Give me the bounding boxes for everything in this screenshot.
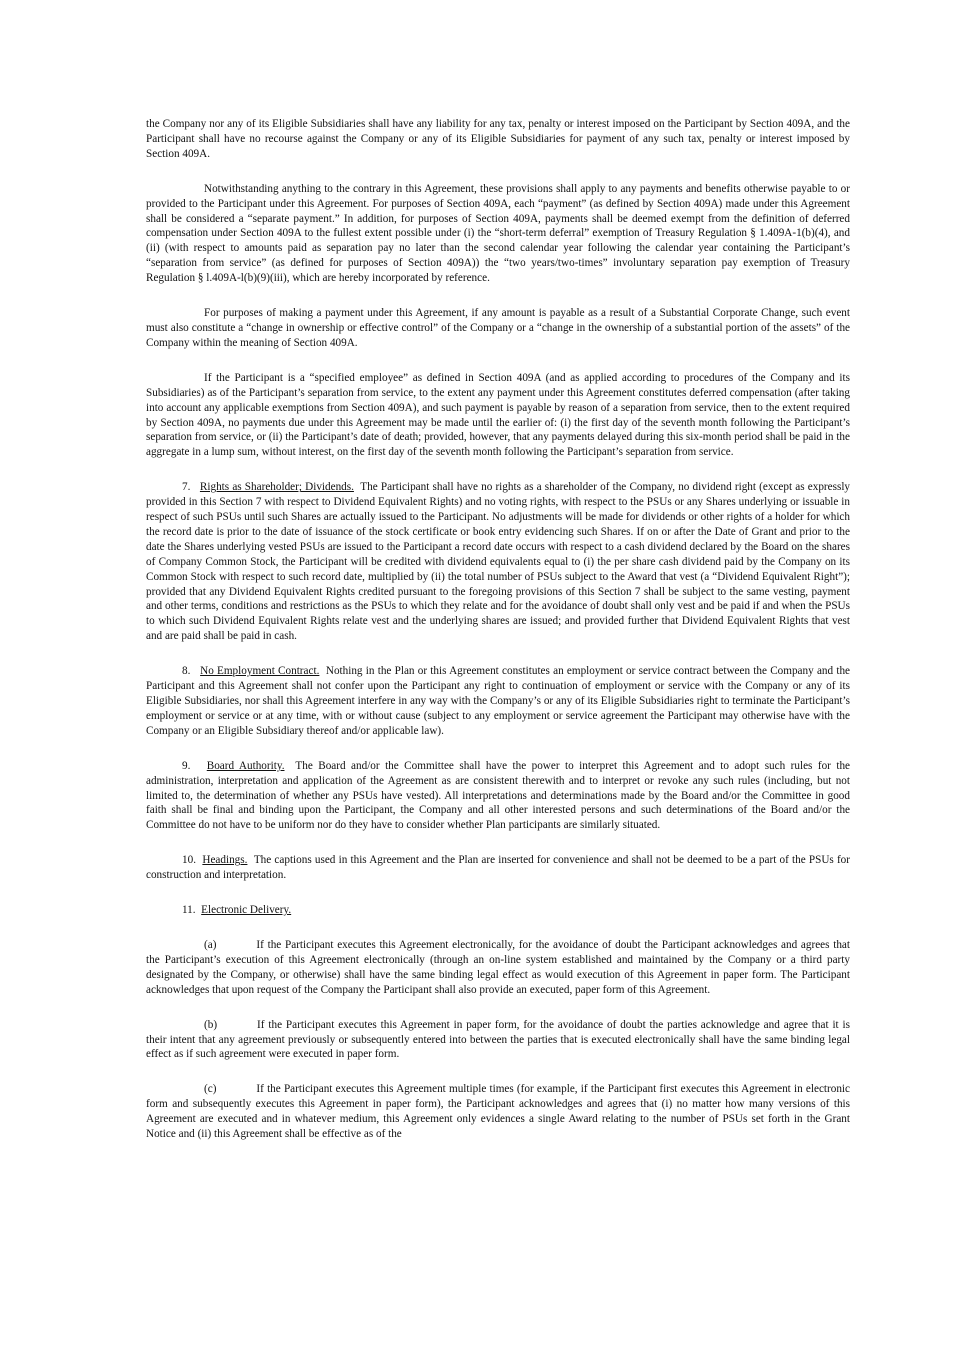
section-heading: Rights as Shareholder; Dividends.: [199, 481, 354, 494]
paragraph-spacer: [146, 883, 850, 903]
section-number: 11.: [182, 904, 196, 917]
subsection-label: (a): [204, 938, 217, 951]
subsection-label: (c): [204, 1083, 217, 1096]
section-body: Nothing in the Plan or this Agreement constitutes an employment or service contract between the Company and the Participant and this Agreement shall not confer upon the Participant any right to continuation of employment or service with the Company or any of its Eligible Subsidiaries, nor shall this Agreement interfere in any way with the Company’s or any of its Eligible Subsidiaries right to terminate the Participant’s employment or service or at any time, with or without cause (subject to any employment or service agreement the Participant may otherwise have with the Company or an Eligible Subsidiary thereof and/or applicable law).: [146, 665, 851, 737]
section-9-board-authority: [146, 759, 850, 834]
section-heading: Electronic Delivery.: [201, 904, 292, 917]
paragraph-specified-employee: If the Participant is a “specified employee” as defined in Section 409A (and as applied according to procedures of the Company and its Subsidiaries) as of the Participant’s separation from service, to the extent any payment under this Agreement constitutes deferred compensation (after taking into account any applicable exemptions from Section 409A), and such payment is payable by reason of a separation from service, then to the extent required by Section 409A, no payments due under this Agreement may be made until the earlier of: (i) the first day of the seventh month following the Participant’s separation from service, or (ii) the Participant’s date of death; provided, however, that any payments delayed during this six-month period shall be paid in the aggregate in a lump sum, without interest, on the first day of the seventh month following the Participant’s separation from service.: [146, 371, 850, 459]
paragraph-spacer: [146, 739, 850, 759]
section-8-no-employment-contract: [146, 664, 850, 739]
paragraph-spacer: [146, 644, 850, 664]
section-body: The captions used in this Agreement and the Plan are inserted for convenience and shall not be deemed to be a part of the PSUs for construction and interpretation.: [146, 854, 851, 882]
paragraph-spacer: [146, 918, 850, 938]
paragraph-spacer: [146, 351, 850, 371]
section-heading: No Employment Contract.: [200, 665, 320, 678]
section-number: 8.: [182, 665, 191, 678]
section-number: 9.: [182, 759, 191, 772]
section-10-headings: [146, 853, 850, 883]
subsection-b: [146, 1018, 850, 1063]
section-7-rights-as-shareholder: [146, 480, 850, 644]
subsection-label: (b): [204, 1018, 218, 1031]
subsection-a: [146, 938, 850, 998]
subsection-body: If the Participant executes this Agreement in paper form, for the avoidance of doubt the parties acknowledge and agree that it is their intent that any agreement previously or subsequently entered into between the parties that is executed electronically shall have the same binding legal effect as if such agreement were executed in paper form.: [146, 1018, 850, 1061]
section-heading: Headings.: [202, 854, 248, 867]
section-body: The Participant shall have no rights as a shareholder of the Company, no dividend right (except as expressly provided in this Section 7 with respect to Dividend Equivalent Rights) and no voting rights, with respect to the PSUs or any Shares underlying or issuable in respect of such PSUs until such Shares are actually issued to the Participant. No adjustments will be made for dividends or other rights of a holder for which the record date is prior to the date of issuance of the stock certificate or book entry evidencing such Shares. If on or after the Date of Grant and prior to the date the Shares underlying vested PSUs are issued to the Participant a record date occurs with respect to a cash dividend declared by the Board on the shares of Company Common Stock, the Participant will be credited with dividend equivalents equal to (i) the per share cash dividend paid by the Company on its Common Stock with respect to such record date, multiplied by (ii) the total number of PSUs subject to the Award that vest (a “Dividend Equivalent Right”); provided that any Dividend Equivalent Rights credited pursuant to the foregoing provisions of this Section 7 shall be subject to the same vesting, payment and other terms, conditions and restrictions as the PSUs to which they relate and for the avoidance of doubt shall only vest and be paid if and when the PSUs to which such Dividend Equivalent Rights relate vest and the underlying shares are issued; and provided further that Dividend Equivalent Rights that vest and are paid shall be paid in cash.: [146, 481, 851, 643]
paragraph-spacer: [146, 460, 850, 480]
paragraph-spacer: [146, 286, 850, 306]
paragraph-409a-liability: the Company nor any of its Eligible Subsidiaries shall have any liability for any tax, penalty or interest imposed on the Participant by Section 409A, and the Participant shall have no recourse against the Company or any of its Eligible Subsidiaries for payment of any such tax, penalty or interest imposed by Section 409A.: [146, 118, 850, 160]
paragraph-spacer: [146, 1062, 850, 1082]
paragraph-substantial-corporate-change: For purposes of making a payment under this Agreement, if any amount is payable as a result of a Substantial Corporate Change, such event must also constitute a “change in ownership or effective control” of the Company or a “change in the ownership of a substantial portion of the assets” of the Company within the meaning of Section 409A.: [146, 307, 850, 349]
section-number: 10.: [182, 854, 196, 867]
paragraph-spacer: [146, 833, 850, 853]
section-11-electronic-delivery: [146, 903, 850, 918]
paragraph-spacer: [146, 162, 850, 182]
section-body: The Board and/or the Committee shall have the power to interpret this Agreement and to adopt such rules for the administration, interpretation and application of the Agreement as are consistent therewith and to interpret or revoke any such rules (including, but not limited to, the determination of whether any PSUs have vested). All interpretations and determinations made by the Board and/or the Committee in good faith shall be final and binding upon the Participant, the Company and all other interested persons and such determinations of the Board and/or the Committee do not have to be uniform nor do they have to consider whether Plan participants are similarly situated.: [146, 759, 851, 832]
section-number: 7.: [182, 481, 191, 494]
section-heading: Board Authority.: [206, 759, 285, 772]
paragraph-spacer: [146, 998, 850, 1018]
paragraph-409a-provisions: Notwithstanding anything to the contrary in this Agreement, these provisions shall apply to any payments and benefits otherwise payable to or provided to the Participant under this Agreement. For purposes of Section 409A, each “payment” (as defined by Section 409A) made under this Agreement shall be considered a “separate payment.” In addition, for purposes of Section 409A, payments shall be deemed exempt from the definition of deferred compensation under Section 409A to the fullest extent possible under (i) the “short-term deferral” exemption of Treasury Regulation § 1.409A-1(b)(4), and (ii) (with respect to amounts paid as separation pay no later than the second calendar year following the calendar year containing the Participant’s “separation from service” (as defined for purposes of Section 409A)) the “two years/two-times” involuntary separation pay exemption of Treasury Regulation § l.409A-l(b)(9)(iii), which are hereby incorporated by reference.: [146, 182, 850, 285]
subsection-body: If the Participant executes this Agreement electronically, for the avoidance of doubt the Participant acknowledges and agrees that the Participant’s execution of this Agreement electronically (through an on-line system established and maintained by the Company or a third party designated by the Company, or otherwise) shall have the same binding legal effect as would execution of this Agreement in paper form. The Participant acknowledges that upon request of the Company the Participant shall also provide an executed, paper form of this Agreement.: [146, 938, 850, 996]
subsection-body: If the Participant executes this Agreement multiple times (for example, if the Participant first executes this Agreement in electronic form and subsequently executes this Agreement in paper form), the Participant acknowledges and agrees that (i) no matter how many versions of this Agreement are executed and in whatever medium, this Agreement only evidences a single Award relating to the number of PSUs set forth in the Grant Notice and (ii) this Agreement shall be effective as of the: [146, 1083, 850, 1141]
subsection-c: [146, 1082, 850, 1142]
document-page: [146, 117, 850, 1142]
